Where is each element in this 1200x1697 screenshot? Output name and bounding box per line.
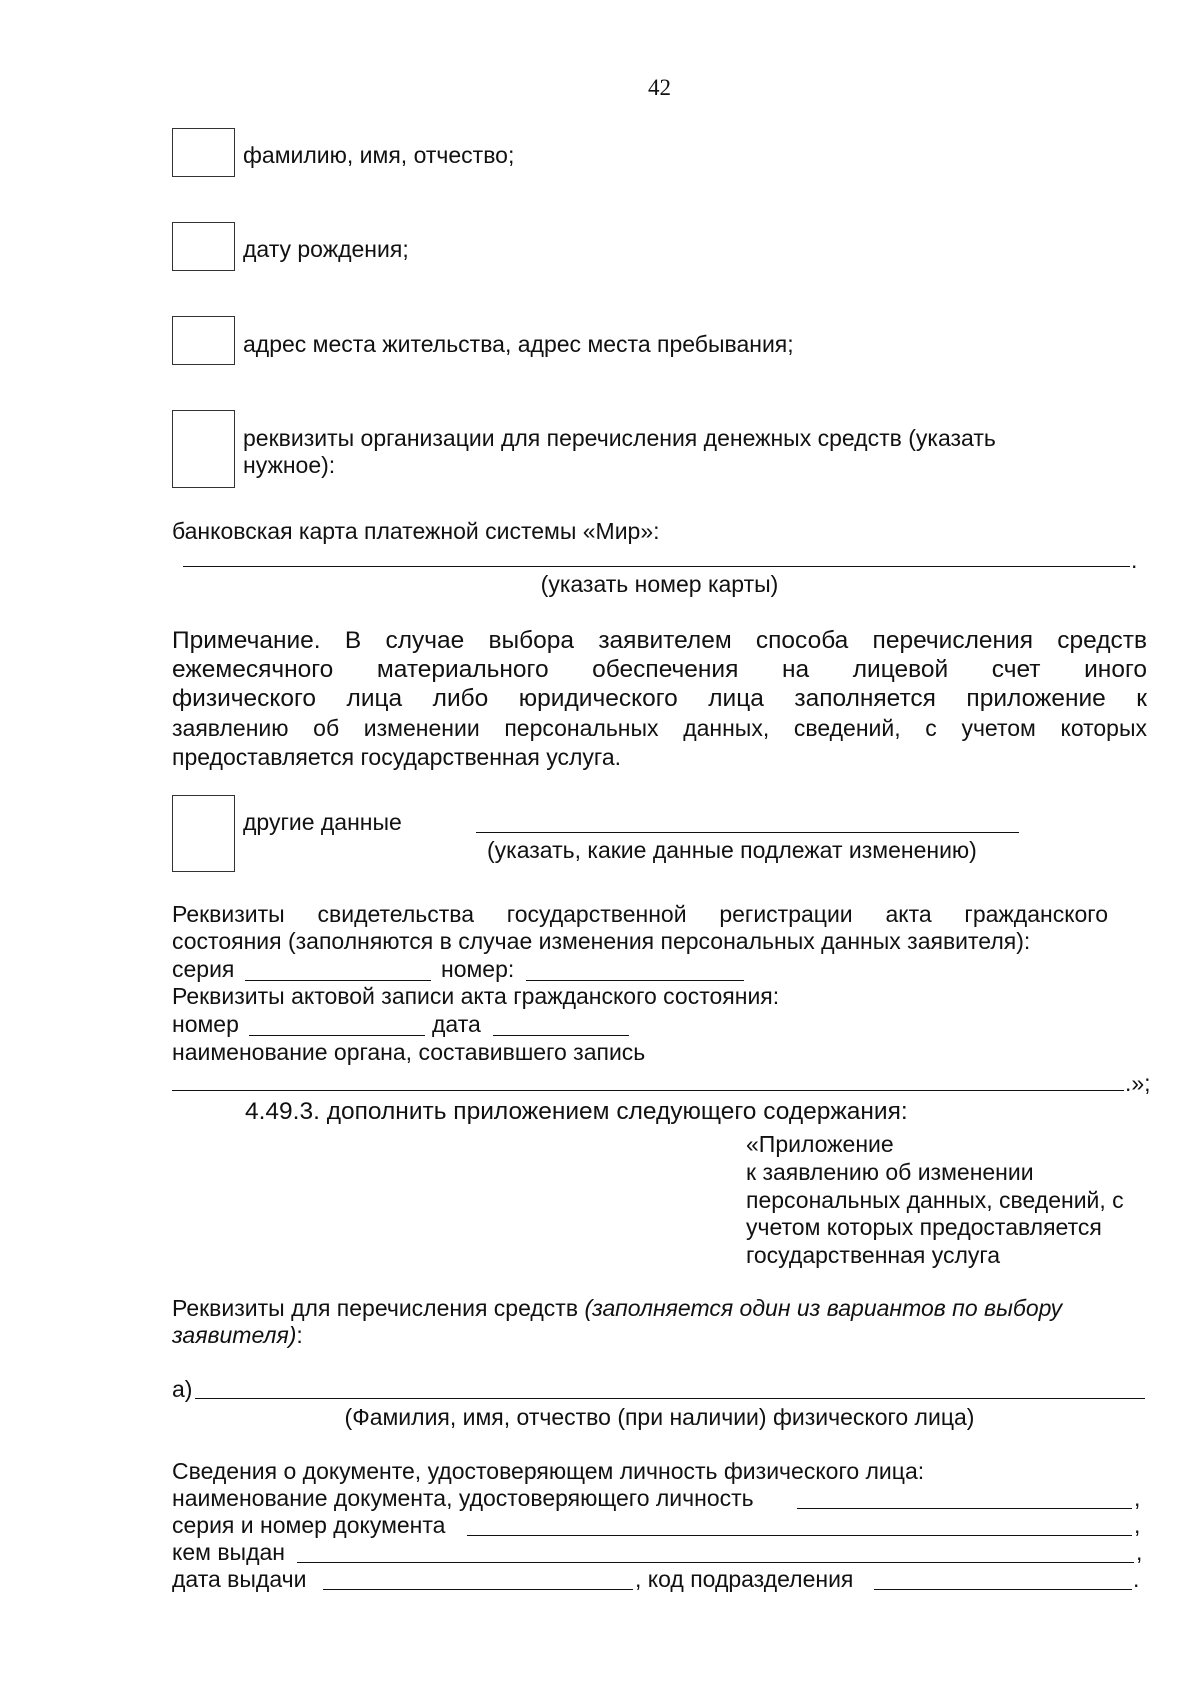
act-record-title: Реквизиты актовой записи акта гражданского состояния: xyxy=(172,983,780,1009)
checkbox-address[interactable] xyxy=(172,316,235,365)
requisites-note-end: заявителя) xyxy=(172,1322,297,1348)
series-number-field[interactable] xyxy=(467,1535,1132,1536)
appendix-header-line-2: к заявлению об изменении xyxy=(746,1159,1034,1185)
doc-name-field[interactable] xyxy=(797,1508,1132,1509)
authority-field[interactable] xyxy=(172,1090,1124,1091)
number-field[interactable] xyxy=(526,980,744,981)
act-date-label: дата xyxy=(432,1011,481,1037)
division-code-period: . xyxy=(1133,1566,1140,1592)
checkbox-other-data-label: другие данные xyxy=(243,809,402,835)
amendment-text: 4.49.3. дополнить приложением следующего содержания: xyxy=(245,1098,908,1125)
series-field[interactable] xyxy=(245,980,431,981)
series-number-comma: , xyxy=(1134,1512,1141,1538)
series-label: серия xyxy=(172,956,235,982)
doc-name-label: наименование документа, удостоверяющего личность xyxy=(172,1485,754,1511)
card-number-end-mark: . xyxy=(1131,547,1138,573)
doc-name-comma: , xyxy=(1134,1485,1141,1511)
requisites-note: (заполняется один из вариантов по выбору xyxy=(584,1295,1063,1321)
issue-date-label: дата выдачи xyxy=(172,1566,307,1592)
number-label: номер: xyxy=(441,956,515,982)
note-line-4: заявлению об изменении персональных данных, сведений, с учетом которых xyxy=(172,715,1147,741)
person-name-hint: (Фамилия, имя, отчество (при наличии) физического лица) xyxy=(344,1404,975,1430)
certificate-line-2: состояния (заполняются в случае изменения персональных данных заявителя): xyxy=(172,928,1031,954)
id-document-title: Сведения о документе, удостоверяющем личность физического лица: xyxy=(172,1458,925,1484)
issue-date-field[interactable] xyxy=(323,1589,633,1590)
checkbox-birth-date[interactable] xyxy=(172,222,235,271)
checkbox-payment-requisites-label-line1: реквизиты организации для перечисления денежных средств (указать xyxy=(243,425,996,451)
note-line-1: Примечание. В случае выбора заявителем способа перечисления средств xyxy=(172,627,1147,654)
bank-card-label: банковская карта платежной системы «Мир»: xyxy=(172,518,660,544)
note-line-2: ежемесячного материального обеспечения на лицевой счет иного xyxy=(172,656,1147,683)
person-name-field[interactable] xyxy=(195,1398,1145,1399)
checkbox-other-data[interactable] xyxy=(172,795,235,872)
card-number-field[interactable] xyxy=(183,566,1130,567)
note-line-5: предоставляется государственная услуга. xyxy=(172,744,621,770)
other-data-field[interactable] xyxy=(476,832,1019,833)
requisites-text: Реквизиты для перечисления средств xyxy=(172,1295,585,1321)
checkbox-full-name-label: фамилию, имя, отчество; xyxy=(243,142,515,168)
certificate-line-1: Реквизиты свидетельства государственной регистрации акта гражданского xyxy=(172,901,1108,927)
appendix-header-line-1: «Приложение xyxy=(746,1131,894,1157)
issued-by-field[interactable] xyxy=(297,1562,1134,1563)
act-date-field[interactable] xyxy=(493,1035,629,1036)
issued-by-comma: , xyxy=(1136,1539,1143,1565)
other-data-hint: (указать, какие данные подлежат изменению) xyxy=(487,837,977,863)
page-number: 42 xyxy=(648,75,671,100)
certificate-end-mark: .»; xyxy=(1125,1070,1151,1096)
series-number-label: серия и номер документа xyxy=(172,1512,446,1538)
checkbox-payment-requisites-label-line2: нужное): xyxy=(243,452,336,478)
act-number-field[interactable] xyxy=(249,1035,425,1036)
appendix-header-line-5: государственная услуга xyxy=(746,1242,1001,1268)
requisites-colon: : xyxy=(296,1322,303,1348)
appendix-header-line-3: персональных данных, сведений, с xyxy=(746,1187,1124,1213)
authority-label: наименование органа, составившего запись xyxy=(172,1039,646,1065)
checkbox-address-label: адрес места жительства, адрес места пребывания; xyxy=(243,331,794,357)
note-line-3: физического лица либо юридического лица заполняется приложение к xyxy=(172,685,1147,712)
checkbox-payment-requisites[interactable] xyxy=(172,410,235,488)
issued-by-label: кем выдан xyxy=(172,1539,285,1565)
checkbox-full-name[interactable] xyxy=(172,128,235,177)
division-code-label: , код подразделения xyxy=(635,1566,854,1592)
division-code-field[interactable] xyxy=(874,1589,1132,1590)
appendix-header-line-4: учетом которых предоставляется xyxy=(746,1214,1102,1240)
requisites-line-1 xyxy=(172,1294,1062,1322)
act-number-label: номер xyxy=(172,1011,239,1037)
checkbox-birth-date-label: дату рождения; xyxy=(243,236,409,262)
option-a-marker: а) xyxy=(172,1376,193,1402)
card-number-hint: (указать номер карты) xyxy=(540,571,779,597)
requisites-line-2 xyxy=(172,1321,303,1349)
